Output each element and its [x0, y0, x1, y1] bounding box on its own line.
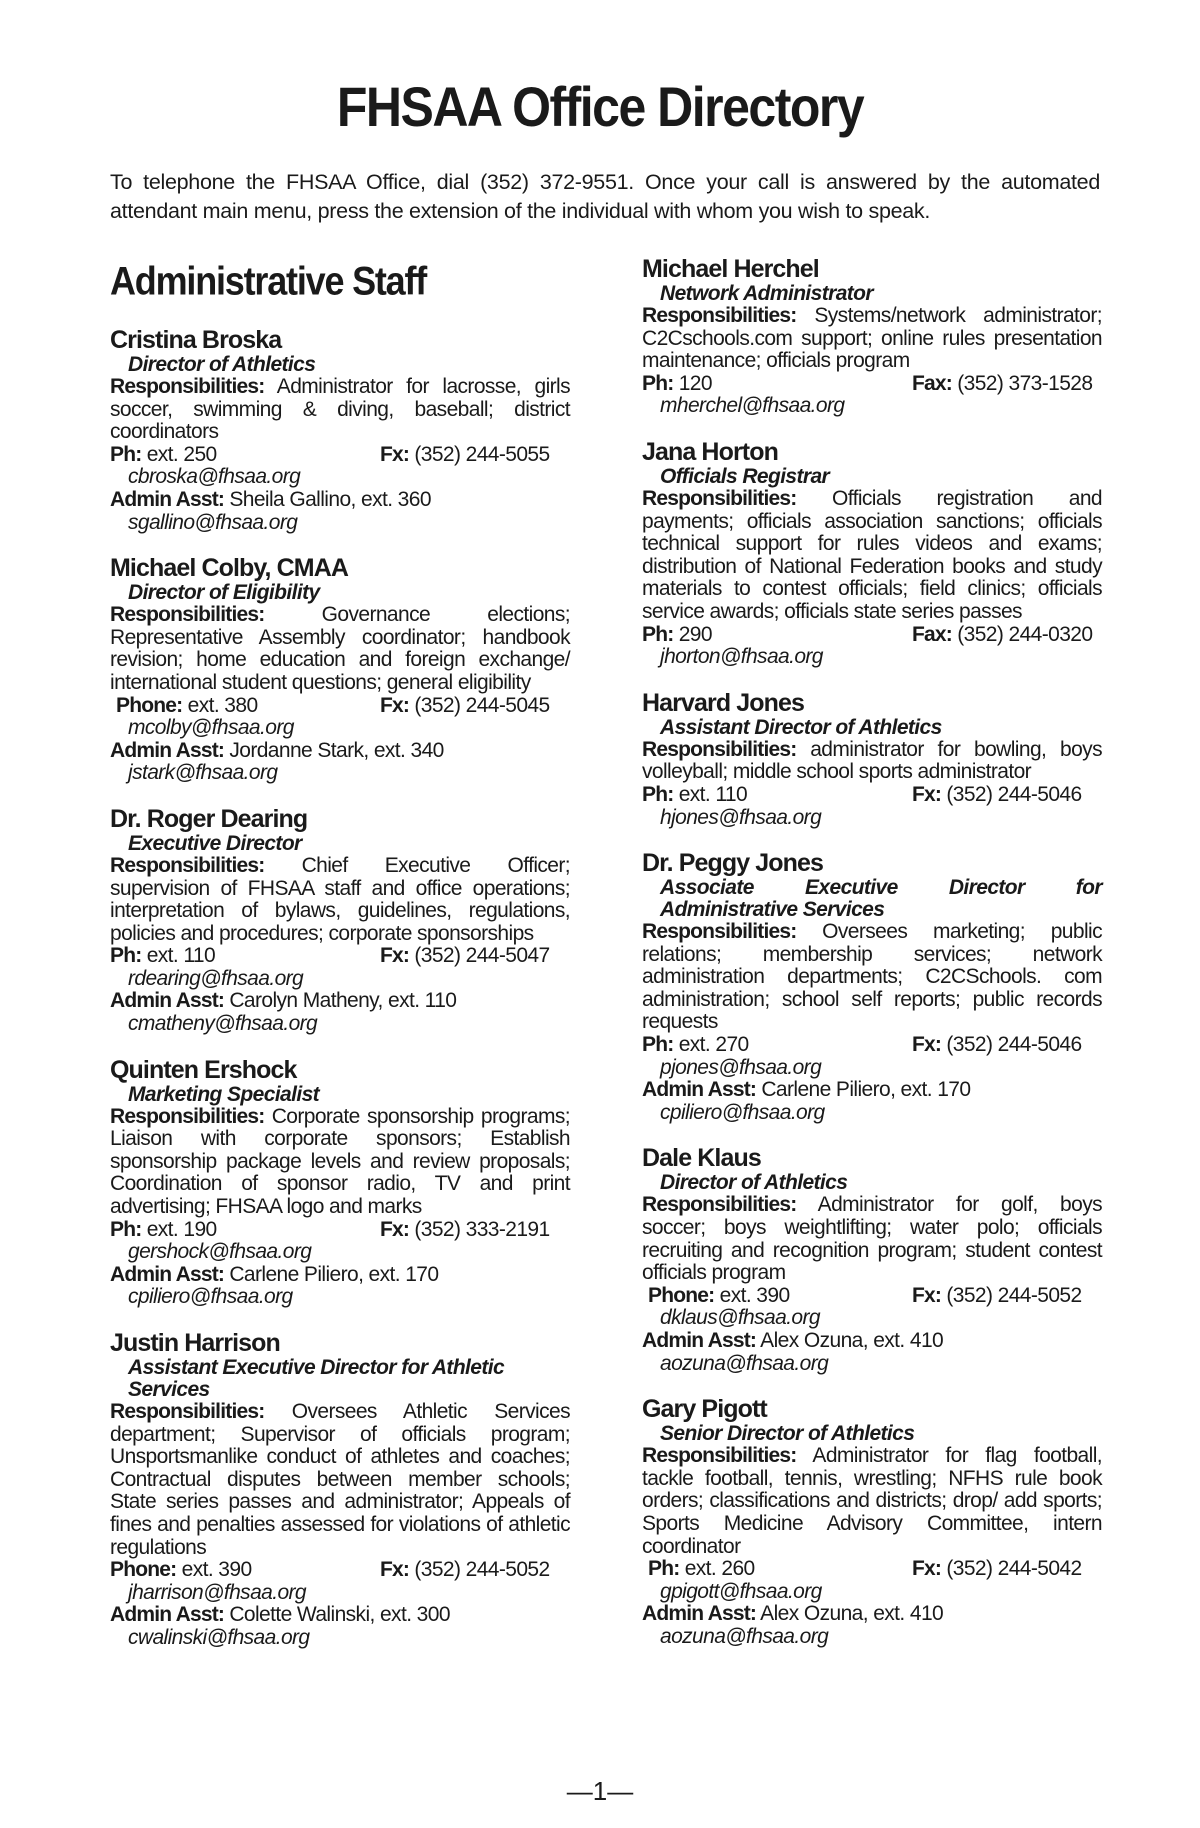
admin-assistant [642, 1603, 1102, 1626]
admin-assistant-value: Carlene Piliero, ext. 170 [229, 1262, 439, 1286]
staff-responsibilities [642, 739, 1102, 784]
responsibilities-label: Responsibilities: [110, 603, 265, 627]
assistant-email-link[interactable]: aozuna@fhsaa.org [660, 1624, 829, 1648]
phone-label: Ph: [648, 1557, 680, 1581]
responsibilities-label: Responsibilities: [110, 1400, 265, 1423]
staff-title: Marketing Specialist [128, 1082, 320, 1106]
staff-responsibilities [642, 1194, 1102, 1284]
responsibilities-label: Responsibilities: [110, 1104, 265, 1128]
staff-title: Associate Executive Director for Administrative Services [660, 876, 1102, 922]
admin-assistant [110, 740, 570, 763]
admin-assistant-value: Alex Ozuna, ext. 410 [760, 1602, 944, 1626]
phone-value: ext. 190 [146, 1217, 217, 1241]
staff-name: Dr. Peggy Jones [642, 849, 824, 878]
phone-value: ext. 390 [719, 1283, 790, 1307]
staff-entry-harrison [110, 1329, 570, 1650]
assistant-email-link[interactable]: cmatheny@fhsaa.org [128, 1012, 318, 1036]
email-link[interactable]: jhorton@fhsaa.org [660, 645, 823, 669]
page-number: —1— [566, 1776, 634, 1806]
fax-info [380, 695, 570, 718]
admin-assistant-label: Admin Asst: [110, 1603, 225, 1627]
admin-assistant [642, 1079, 1102, 1102]
phone-row [642, 1034, 1102, 1057]
fax-label: Fx: [912, 1283, 942, 1307]
right-column [642, 255, 1102, 1669]
fax-info [380, 945, 570, 968]
admin-assistant [110, 990, 570, 1013]
email-link[interactable]: gpigott@fhsaa.org [660, 1579, 822, 1603]
admin-assistant [110, 1264, 570, 1287]
fax-info [912, 624, 1102, 647]
responsibilities-label: Responsibilities: [110, 375, 265, 398]
phone-label: Ph: [110, 442, 142, 466]
admin-assistant-label: Admin Asst: [110, 738, 225, 762]
phone-value: ext. 110 [146, 944, 216, 968]
staff-responsibilities [110, 1106, 570, 1219]
admin-assistant-value: Carlene Piliero, ext. 170 [761, 1078, 971, 1102]
staff-title: Director of Athletics [660, 1171, 848, 1195]
fax-value: (352) 244-5042 [946, 1557, 1082, 1581]
phone-label: Ph: [642, 1033, 674, 1057]
phone-label: Phone: [116, 693, 183, 717]
fax-info [912, 1558, 1102, 1581]
email-link[interactable]: dklaus@fhsaa.org [660, 1306, 820, 1330]
phone-info [648, 1285, 790, 1308]
staff-title: Network Administrator [660, 282, 873, 305]
staff-name: Dr. Roger Dearing [110, 804, 308, 833]
staff-title: Assistant Director of Athletics [660, 715, 942, 739]
phone-row [110, 444, 570, 467]
admin-assistant-value: Sheila Gallino, ext. 360 [229, 487, 431, 511]
staff-entry-ershock [110, 1056, 570, 1309]
responsibilities-label: Responsibilities: [642, 486, 797, 510]
admin-assistant-label: Admin Asst: [110, 989, 225, 1013]
staff-responsibilities [110, 1401, 570, 1559]
staff-responsibilities [110, 855, 570, 945]
fax-info [912, 784, 1102, 807]
staff-responsibilities [642, 921, 1102, 1034]
responsibilities-text: Corporate sponsorship programs; Liaison with corporate sponsors; Establish sponsorship package levels and review proposals; Coordination of sponsor radio, TV and print advertising; FHSAA logo and marks [110, 1104, 570, 1219]
fax-label: Fx: [380, 693, 410, 717]
responsibilities-label: Responsibilities: [642, 1444, 797, 1468]
fax-info [380, 444, 570, 467]
phone-value: 290 [678, 622, 712, 646]
assistant-email-link[interactable]: cwalinski@fhsaa.org [128, 1625, 310, 1649]
fax-value: (352) 244-5047 [414, 944, 550, 968]
staff-entry-herchel [642, 255, 1102, 418]
staff-title: Officials Registrar [660, 464, 830, 488]
email-link[interactable]: hjones@fhsaa.org [660, 805, 822, 829]
email-link[interactable]: pjones@fhsaa.org [660, 1055, 822, 1079]
staff-title: Director of Eligibility [128, 581, 320, 605]
staff-name: Gary Pigott [642, 1395, 767, 1424]
staff-entry-peggy-jones [642, 849, 1102, 1124]
admin-assistant-value: Alex Ozuna, ext. 410 [760, 1329, 944, 1352]
admin-assistant-label: Admin Asst: [642, 1602, 757, 1626]
admin-assistant-label: Admin Asst: [110, 487, 225, 511]
staff-title: Assistant Executive Director for Athletic Services [128, 1356, 505, 1401]
admin-assistant-value: Colette Walinski, ext. 300 [229, 1603, 450, 1627]
responsibilities-text: Systems/network administrator; C2Cschools.com support; online rules presentation maintenance; officials program [642, 304, 1102, 373]
admin-assistant-label: Admin Asst: [642, 1078, 757, 1102]
fax-label: Fx: [380, 442, 410, 466]
section-heading: Administrative Staff [110, 258, 427, 304]
staff-name: Jana Horton [642, 437, 778, 466]
fax-label: Fx: [380, 1558, 410, 1582]
admin-assistant [110, 1604, 570, 1627]
fax-label: Fx: [380, 1217, 410, 1241]
left-column [110, 258, 570, 1670]
fax-value: (352) 244-0320 [957, 622, 1093, 646]
phone-row [642, 624, 1102, 647]
admin-assistant-value: Carolyn Matheny, ext. 110 [229, 989, 457, 1013]
responsibilities-text: Administrator for lacrosse, girls soccer, swimming & diving, baseball; district coordinators [110, 375, 571, 444]
responsibilities-text: Oversees marketing; public relations; membership services; network administration departments; C2CSchools. com administration; school self reports; public records requests [642, 920, 1102, 1034]
staff-responsibilities [110, 376, 570, 444]
responsibilities-text: Governance elections; Representative Assembly coordinator; handbook revision; home education and foreign exchange/ international student questions; general eligibility [110, 603, 570, 694]
intro-paragraph: To telephone the FHSAA Office, dial (352) 372-9551. Once your call is answered by the automated attendant main menu, press the extension of the individual with whom you wish to speak. [110, 170, 1100, 223]
responsibilities-text: administrator for bowling, boys volleyball; middle school sports administrator [642, 737, 1102, 784]
email-link[interactable]: jharrison@fhsaa.org [128, 1580, 307, 1604]
assistant-email-link[interactable]: jstark@fhsaa.org [128, 761, 278, 785]
responsibilities-text: Administrator for flag football, tackle football, tennis, wrestling; NFHS rule book orders; classifications and districts; drop/ add sports; Sports Medicine Advisory Committee, intern coordinator [642, 1444, 1102, 1558]
staff-name: Michael Colby, CMAA [110, 554, 349, 583]
staff-entry-pigott [642, 1395, 1102, 1648]
phone-value: ext. 260 [684, 1557, 755, 1581]
email-link[interactable]: mcolby@fhsaa.org [128, 716, 294, 740]
staff-name: Harvard Jones [642, 688, 804, 717]
fax-value: (352) 244-5046 [946, 1033, 1082, 1057]
phone-value: 120 [678, 371, 712, 395]
staff-entry-horton [642, 438, 1102, 669]
responsibilities-label: Responsibilities: [110, 853, 265, 877]
fax-value: (352) 244-5045 [414, 693, 550, 717]
phone-info [110, 1219, 217, 1242]
phone-value: ext. 110 [678, 782, 748, 806]
email-link[interactable]: mherchel@fhsaa.org [660, 394, 845, 418]
phone-info [110, 1559, 252, 1582]
phone-row [110, 1559, 570, 1582]
phone-info [642, 624, 712, 647]
fax-value: (352) 244-5046 [946, 782, 1082, 806]
assistant-email-link[interactable]: cpiliero@fhsaa.org [128, 1285, 293, 1309]
fax-info [912, 1034, 1102, 1057]
fax-info [912, 373, 1102, 396]
fax-label: Fax: [912, 622, 952, 646]
phone-label: Ph: [642, 782, 674, 806]
phone-value: ext. 390 [181, 1558, 252, 1582]
staff-responsibilities [642, 305, 1102, 373]
phone-label: Ph: [110, 1217, 142, 1241]
staff-entry-harvard-jones [642, 689, 1102, 829]
phone-row [642, 784, 1102, 807]
staff-entry-broska [110, 326, 570, 534]
fax-label: Fx: [912, 1033, 942, 1057]
phone-value: ext. 270 [678, 1033, 749, 1057]
phone-label: Ph: [642, 622, 674, 646]
responsibilities-text: Officials registration and payments; officials association sanctions; officials technical support for rules videos and exams; distribution of National Federation books and study materials to contest officials; field clinics; officials service awards; officials state series passes [642, 486, 1102, 623]
staff-name: Justin Harrison [110, 1329, 280, 1357]
staff-name: Quinten Ershock [110, 1055, 297, 1084]
fax-info [380, 1219, 570, 1242]
phone-row [110, 945, 570, 968]
phone-label: Ph: [110, 944, 142, 968]
assistant-email-link[interactable]: sgallino@fhsaa.org [128, 510, 298, 534]
phone-value: ext. 250 [146, 442, 217, 466]
admin-assistant-label: Admin Asst: [110, 1262, 225, 1286]
admin-assistant [110, 489, 570, 512]
assistant-email-link[interactable]: cpiliero@fhsaa.org [660, 1100, 825, 1124]
staff-entry-dearing [110, 805, 570, 1036]
fax-label: Fx: [912, 1557, 942, 1581]
phone-label: Phone: [648, 1283, 715, 1307]
staff-entry-klaus [642, 1144, 1102, 1375]
staff-title: Executive Director [128, 831, 302, 855]
phone-info [642, 1034, 749, 1057]
admin-assistant-label: Admin Asst: [642, 1329, 757, 1352]
staff-title: Director of Athletics [128, 353, 316, 376]
staff-title: Senior Director of Athletics [660, 1422, 915, 1446]
email-link[interactable]: cbroska@fhsaa.org [128, 465, 301, 489]
staff-name: Dale Klaus [642, 1144, 761, 1173]
phone-row [110, 1219, 570, 1242]
responsibilities-label: Responsibilities: [642, 920, 797, 944]
phone-info [110, 945, 215, 968]
fax-info [380, 1559, 570, 1582]
admin-assistant-value: Jordanne Stark, ext. 340 [229, 738, 444, 762]
responsibilities-text: Oversees Athletic Services department; Supervisor of officials program; Unsportsmanlike conduct of athletes and coaches; Contractual disputes between member schools; State series passes and administrator; Appeals of fines and penalties assessed for violations of athletic regulations [110, 1400, 570, 1559]
staff-responsibilities [642, 488, 1102, 624]
phone-value: ext. 380 [187, 693, 258, 717]
admin-assistant [642, 1330, 1102, 1353]
responsibilities-text: Chief Executive Officer; supervision of FHSAA staff and office operations; interpretation of bylaws, guidelines, regulations, policies and procedures; corporate sponsorships [110, 853, 570, 945]
fax-value: (352) 373-1528 [957, 371, 1093, 395]
staff-responsibilities [110, 604, 570, 694]
fax-value: (352) 244-5052 [414, 1558, 550, 1582]
fax-value: (352) 244-5055 [414, 442, 550, 466]
phone-info [648, 1558, 755, 1581]
phone-row [642, 1558, 1102, 1581]
fax-label: Fax: [912, 371, 952, 395]
phone-info [642, 373, 712, 396]
responsibilities-label: Responsibilities: [642, 304, 797, 327]
phone-row [110, 695, 570, 718]
phone-info [110, 444, 217, 467]
fax-value: (352) 244-5052 [946, 1283, 1082, 1307]
assistant-email-link[interactable]: aozuna@fhsaa.org [660, 1351, 829, 1375]
phone-row [642, 373, 1102, 396]
phone-label: Ph: [642, 371, 674, 395]
staff-entry-colby [110, 554, 570, 785]
phone-label: Phone: [110, 1558, 177, 1582]
responsibilities-text: Administrator for golf, boys soccer; boys weightlifting; water polo; officials recruiting and recognition program; student contest officials program [642, 1193, 1103, 1285]
fax-label: Fx: [380, 944, 410, 968]
page-title: FHSAA Office Directory [336, 75, 864, 139]
fax-value: (352) 333-2191 [414, 1217, 550, 1241]
fax-info [912, 1285, 1102, 1308]
phone-info [116, 695, 258, 718]
email-link[interactable]: gershock@fhsaa.org [128, 1240, 312, 1264]
responsibilities-label: Responsibilities: [642, 737, 797, 761]
fax-label: Fx: [912, 782, 942, 806]
phone-info [642, 784, 747, 807]
staff-responsibilities [642, 1445, 1102, 1558]
staff-name: Cristina Broska [110, 326, 282, 354]
responsibilities-label: Responsibilities: [642, 1193, 797, 1217]
staff-name: Michael Herchel [642, 255, 819, 283]
phone-row [642, 1285, 1102, 1308]
email-link[interactable]: rdearing@fhsaa.org [128, 966, 304, 990]
